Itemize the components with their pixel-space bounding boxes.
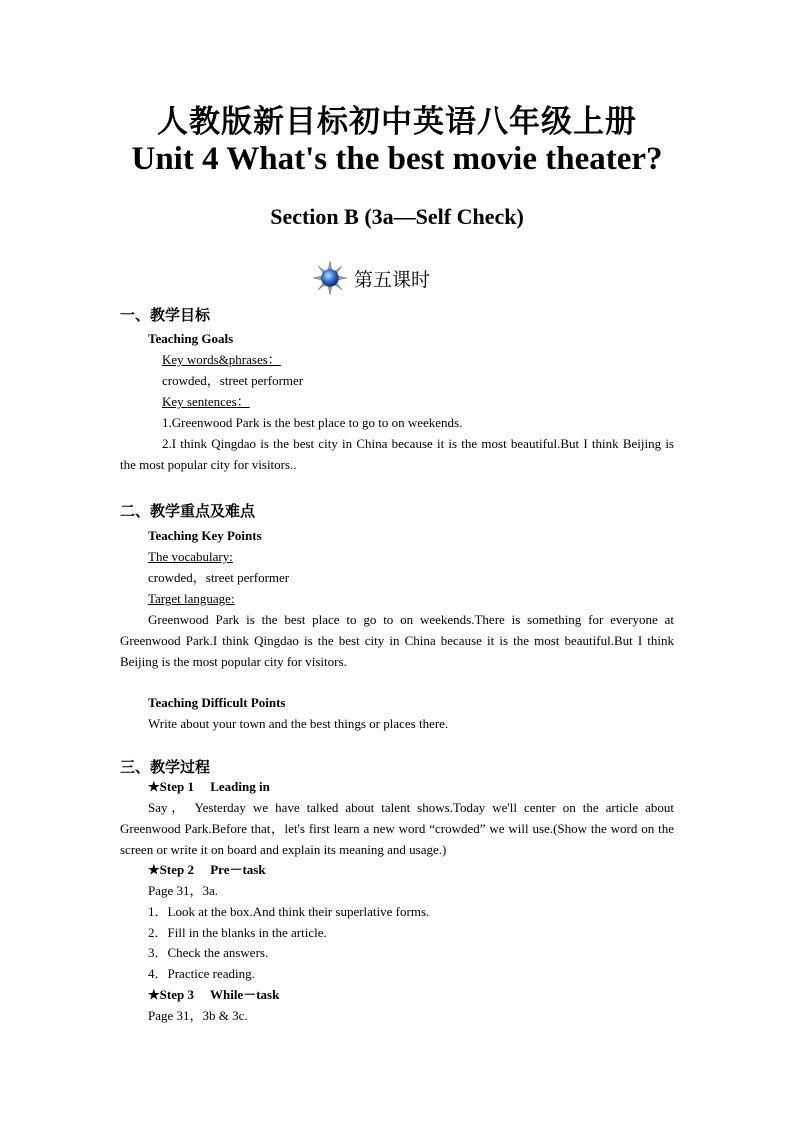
key-points-heading: 二、教学重点及难点 (120, 502, 256, 520)
key-words: crowded，street performer (162, 373, 304, 388)
step-2-heading: ★Step 2 Pre－task (148, 862, 266, 877)
vocabulary: crowded，street performer (148, 570, 290, 585)
step-1-text: Say， Yesterday we have talked about talent shows.Today we'll center on the article about Greenwood Park.Before that，let's first learn a new word “crowded” we will use.(Show the word on the screen or write it on board and explain its meaning and usage.) (120, 800, 674, 857)
key-sentence-1: 1.Greenwood Park is the best place to go to on weekends. (162, 415, 463, 430)
step-3-page: Page 31，3b & 3c. (148, 1008, 248, 1023)
document-title-chinese: 人教版新目标初中英语八年级上册 (157, 104, 637, 140)
lesson-text: 第五课时 (354, 268, 431, 291)
step-2-item: 1．Look at the box.And think their superlative forms. (148, 904, 430, 919)
vocabulary-label: The vocabulary: (148, 549, 233, 564)
key-words-label: Key words&phrases： (162, 352, 281, 367)
process-heading: 三、教学过程 (120, 758, 211, 776)
key-sentence-2: 2.I think Qingdao is the best city in China because it is the most beautiful.But I think Beijing is the most popular city for visitors.. (120, 436, 674, 472)
step-1-heading: ★Step 1 Leading in (148, 779, 270, 794)
step-2-item: 4．Practice reading. (148, 966, 255, 981)
sun-bullet-icon (312, 260, 348, 296)
document-title-english: Unit 4 What's the best movie theater? (131, 141, 663, 177)
goals-heading: 一、教学目标 (120, 306, 211, 324)
difficult-points-text: Write about your town and the best things or places there. (148, 716, 449, 731)
step-2-item: 2．Fill in the blanks in the article. (148, 925, 327, 940)
target-language-label: Target language: (148, 591, 235, 606)
key-points-subheading: Teaching Key Points (148, 528, 262, 543)
key-sentences-label: Key sentences： (162, 394, 250, 409)
lesson-label (312, 260, 430, 296)
step-2-page: Page 31，3a. (148, 883, 219, 898)
difficult-points-heading: Teaching Difficult Points (148, 695, 286, 710)
goals-subheading: Teaching Goals (148, 331, 234, 346)
step-3-heading: ★Step 3 While－task (148, 987, 280, 1002)
section-heading: Section B (3a—Self Check) (270, 204, 524, 229)
target-language-text: Greenwood Park is the best place to go to on weekends.There is something for everyone at Greenwood Park.I think Qingdao is the best city in China because it is the most beautiful.But I think Beijing is the most popular city for visitors. (120, 612, 674, 669)
step-2-item: 3．Check the answers. (148, 945, 269, 960)
